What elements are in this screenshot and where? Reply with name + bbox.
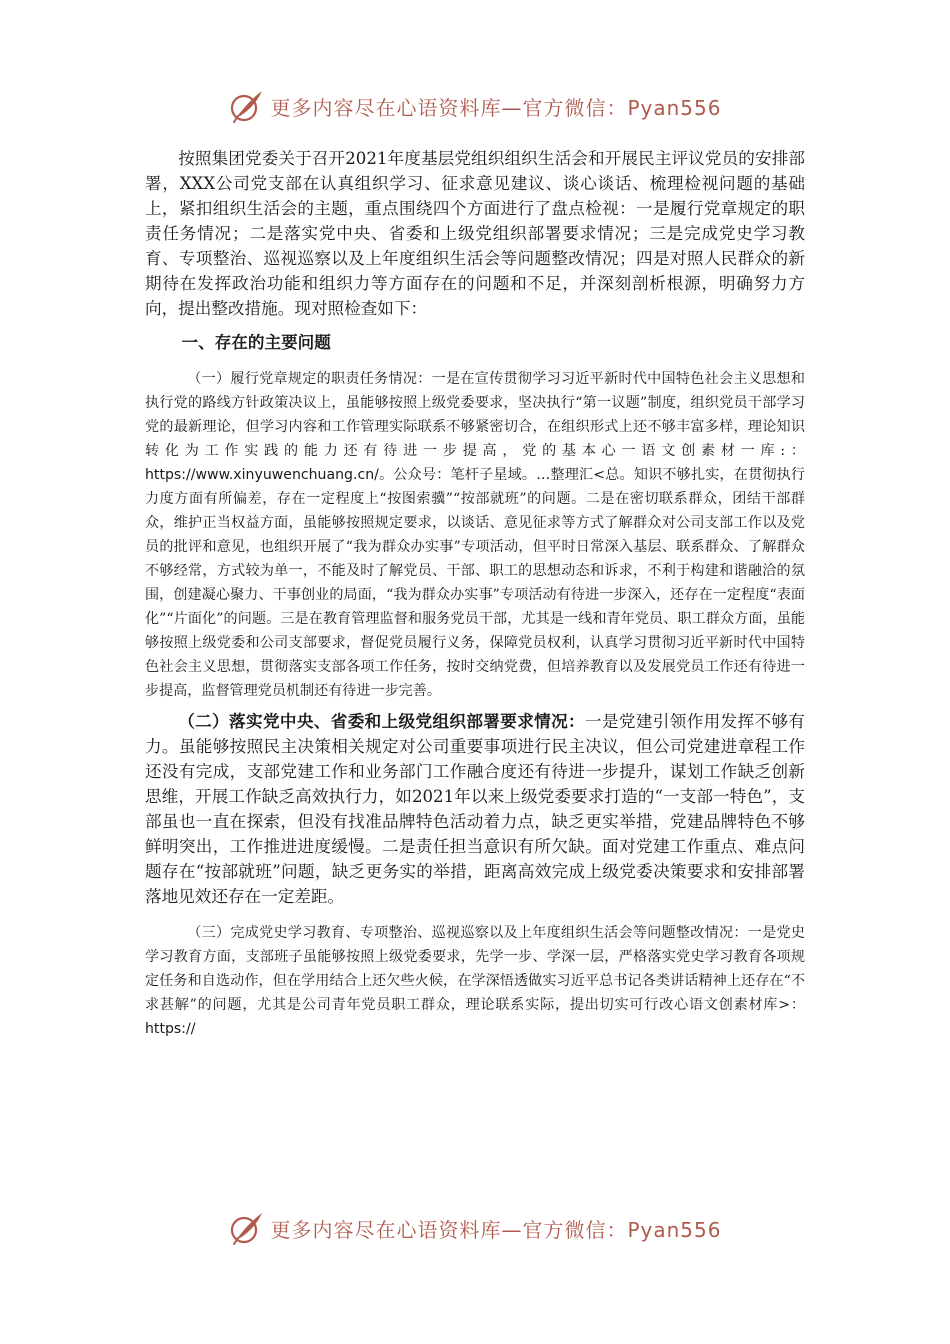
- quill-logo-icon: [228, 88, 266, 124]
- banner-text: 更多内容尽在心语资料库—官方微信：Pyan556: [270, 95, 722, 120]
- banner-text: 更多内容尽在心语资料库—官方微信：Pyan556: [270, 1217, 722, 1242]
- section-2-paragraph: [145, 709, 805, 909]
- section-1-text-a: （一）履行党章规定的职责任务情况：一是在宣传贯彻学习习近平新时代中国特色社会主义思想和执行党的路线方针政策决议上，虽能够按照上级党委要求，坚决执行“第一议题”制度，组织党员干部学习党的最新理论，但学习内容和工作管理实际联系不够紧密切合，在组织形式上还不够丰富多样，理论知识转化为工作实践的能力还有待进一步提高，党的基本心一语文创素材一库:：: [145, 371, 805, 459]
- section-3-text: （三）完成党史学习教育、专项整治、巡视巡察以及上年度组织生活会等问题整改情况：一是党史学习教育方面，支部班子虽能够按照上级党委要求，先学一步、学深一层，严格落实党史学习教育各项规定任务和自选动作，但在学用结合上还欠些火候，在学深悟透做实习近平总书记各类讲话精神上还存在“不求甚解”的问题，尤其是公司青年党员职工群众，理论联系实际，提出切实可行改心语文创素材库>：: [145, 925, 805, 1013]
- section-2-lead: （二）落实党中央、省委和上级党组织部署要求情况：: [178, 712, 585, 731]
- footer-banner: [0, 1208, 950, 1248]
- header-banner: [0, 86, 950, 126]
- section-1-paragraph: [145, 367, 805, 703]
- section-2-text: 一是党建引领作用发挥不够有力。虽能够按照民主决策相关规定对公司重要事项进行民主决议，但公司党建进章程工作还没有完成，支部党建工作和业务部门工作融合度还有待进一步提升，谋划工作缺乏创新思维，开展工作缺乏高效执行力，如2021年以来上级党委要求打造的“一支部一特色”，支部虽也一直在探索，但没有找准品牌特色活动着力点，缺乏更实举措，党建品牌特色不够鲜明突出，工作推进进度缓慢。二是责任担当意识有所欠缺。面对党建工作重点、难点问题存在“按部就班”问题，缺乏更务实的举措，距离高效完成上级党委决策要求和安排部署落地见效还存在一定差距。: [145, 712, 805, 906]
- quill-logo-icon: [228, 1210, 266, 1246]
- section-3-paragraph: [145, 921, 805, 1041]
- document-body: [145, 146, 805, 1041]
- section-3-url-fragment: https://: [145, 1021, 196, 1037]
- intro-paragraph: 按照集团党委关于召开2021年度基层党组织组织生活会和开展民主评议党员的安排部署，XXX公司党支部在认真组织学习、征求意见建议、谈心谈话、梳理检视问题的基础上，紧扣组织生活会的主题，重点围绕四个方面进行了盘点检视：一是履行党章规定的职责任务情况；二是落实党中央、省委和上级党组织部署要求情况；三是完成党史学习教育、专项整治、巡视巡察以及上年度组织生活会等问题整改情况；四是对照人民群众的新期待在发挥政治功能和组织力等方面存在的问题和不足，并深刻剖析根源，明确努力方向，提出整改措施。现对照检查如下：: [145, 149, 805, 318]
- section-1-text-b: 。公众号：笔杆子星域。…整理汇<总。知识不够扎实，在贯彻执行力度方面有所偏差，存在一定程度上“按图索骥”“按部就班”的问题。二是在密切联系群众，团结干部群众，维护正当权益方面，虽能够按照规定要求，以谈话、意见征求等方式了解群众对公司支部工作以及党员的批评和意见，也组织开展了“我为群众办实事”专项活动，但平时日常深入基层、联系群众、了解群众不够经常，方式较为单一，不能及时了解党员、干部、职工的思想动态和诉求，不利于构建和谐融洽的氛围，创建凝心聚力、干事创业的局面，“我为群众办实事”专项活动有待进一步深入，还存在一定程度“表面化”“片面化”的问题。三是在教育管理监督和服务党员干部，尤其是一线和青年党员、职工群众方面，虽能够按照上级党委和公司支部要求，督促党员履行义务，保障党员权利，认真学习贯彻习近平新时代中国特色社会主义思想，贯彻落实支部各项工作任务，按时交纳党费，但培养教育以及发展党员工作还有待进一步提高，监督管理党员机制还有待进一步完善。: [145, 467, 805, 699]
- section-heading: 一、存在的主要问题: [181, 333, 331, 352]
- section-1-url: https://www.xinyuwenchuang.cn/: [145, 467, 379, 483]
